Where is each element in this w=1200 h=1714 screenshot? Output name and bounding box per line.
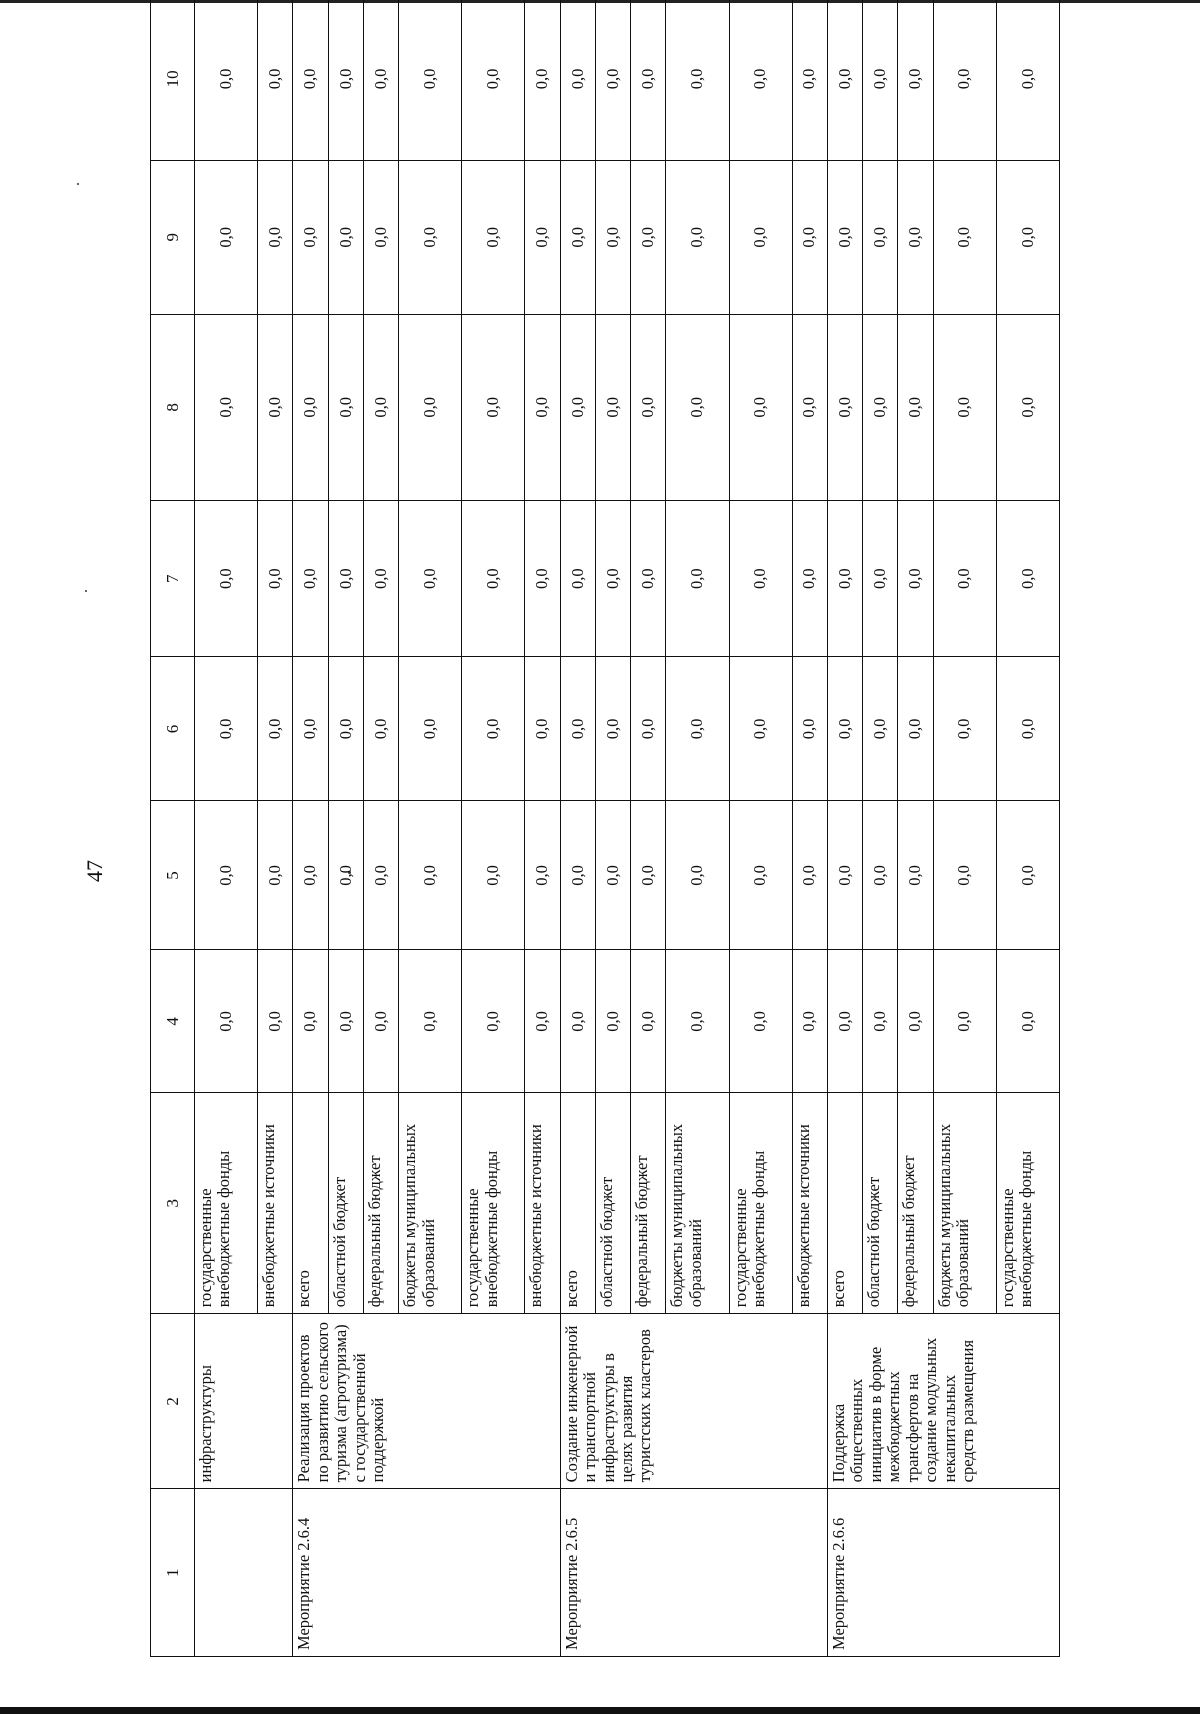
funding-source-cell: внебюджетные источники	[525, 1093, 560, 1314]
amount-cell: 0,0	[293, 314, 328, 500]
amount-cell: 0,0	[595, 801, 630, 950]
amount-cell: 0,0	[631, 950, 666, 1093]
amount-cell: 0,0	[560, 801, 595, 950]
amount-cell: 0,0	[258, 500, 293, 656]
table-body	[195, 0, 1060, 1657]
amount-cell: 0,0	[560, 950, 595, 1093]
amount-cell: 0,0	[996, 314, 1059, 500]
amount-cell: 0,0	[560, 160, 595, 314]
amount-cell: 0,0	[666, 314, 729, 500]
funding-source-cell: государственные внебюджетные фонды	[195, 1093, 258, 1314]
funding-source-cell: областной бюджет	[863, 1093, 898, 1314]
amount-cell: 0,0	[631, 500, 666, 656]
column-header: 10	[151, 0, 195, 160]
amount-cell: 0,0	[195, 801, 258, 950]
column-header: 1	[151, 1489, 195, 1657]
amount-cell: 0,0	[293, 0, 328, 160]
amount-cell: 0,0	[258, 801, 293, 950]
amount-cell: 0,0	[631, 0, 666, 160]
amount-cell: 0,0	[863, 950, 898, 1093]
amount-cell: 0,0	[293, 160, 328, 314]
amount-cell: 0,0	[293, 950, 328, 1093]
column-header: 9	[151, 160, 195, 314]
amount-cell: 0,0	[933, 160, 996, 314]
amount-cell: 0,0	[363, 950, 398, 1093]
amount-cell: 0,0	[827, 160, 862, 314]
amount-cell: 0,0	[462, 801, 525, 950]
measure-code-cell: Мероприятие 2.6.4	[293, 1489, 560, 1657]
amount-cell: 0,0	[595, 500, 630, 656]
amount-cell: 0,0	[827, 801, 862, 950]
amount-cell: 0,0	[898, 314, 933, 500]
amount-cell: 0,0	[933, 657, 996, 801]
amount-cell: 0,0	[560, 0, 595, 160]
amount-cell: 0,0	[933, 950, 996, 1093]
amount-cell: 0,0	[863, 500, 898, 656]
column-header: 2	[151, 1314, 195, 1489]
amount-cell: 0,0	[399, 160, 462, 314]
column-header: 4	[151, 950, 195, 1093]
amount-cell: 0,0	[792, 314, 827, 500]
amount-cell: 0,0	[898, 500, 933, 656]
amount-cell: 0,0	[666, 801, 729, 950]
amount-cell: 0,0	[195, 950, 258, 1093]
amount-cell: 0,0	[666, 160, 729, 314]
amount-cell: 0,0	[666, 0, 729, 160]
amount-cell: 0,0	[560, 657, 595, 801]
measure-name-cell: Создание инженерной и транспортной инфраструктуры в целях развития туристских кластеров	[560, 1314, 827, 1489]
amount-cell: 0,0	[827, 657, 862, 801]
amount-cell: 0,0	[363, 801, 398, 950]
amount-cell: 0,0	[328, 0, 363, 160]
amount-cell: 0,0	[462, 314, 525, 500]
amount-cell: 0,0	[827, 950, 862, 1093]
table-row	[195, 0, 258, 1657]
amount-cell: 0,0	[792, 160, 827, 314]
amount-cell: 0,0	[195, 314, 258, 500]
amount-cell: 0,0	[729, 801, 792, 950]
amount-cell: 0,0	[363, 657, 398, 801]
amount-cell: 0,0	[631, 801, 666, 950]
amount-cell: 0,0	[363, 314, 398, 500]
amount-cell: 0,0	[863, 801, 898, 950]
measure-name-cell: инфраструктуры	[195, 1314, 293, 1489]
amount-cell: 0,0	[328, 314, 363, 500]
header-row	[151, 0, 195, 1657]
amount-cell: 0,0	[328, 801, 363, 950]
amount-cell: 0,0	[863, 160, 898, 314]
amount-cell: 0,0	[293, 657, 328, 801]
amount-cell: 0,0	[462, 0, 525, 160]
amount-cell: 0,0	[399, 657, 462, 801]
table-row	[827, 0, 862, 1657]
amount-cell: 0,0	[293, 801, 328, 950]
amount-cell: 0,0	[399, 500, 462, 656]
amount-cell: 0,0	[863, 314, 898, 500]
amount-cell: 0,0	[328, 160, 363, 314]
page-number: 47	[82, 860, 107, 882]
funding-source-cell: бюджеты муниципальных образований	[666, 1093, 729, 1314]
column-header: 3	[151, 1093, 195, 1314]
amount-cell: 0,0	[399, 950, 462, 1093]
funding-source-cell: государственные внебюджетные фонды	[729, 1093, 792, 1314]
amount-cell: 0,0	[399, 314, 462, 500]
amount-cell: 0,0	[560, 500, 595, 656]
amount-cell: 0,0	[328, 950, 363, 1093]
amount-cell: 0,0	[195, 657, 258, 801]
funding-source-cell: государственные внебюджетные фонды	[996, 1093, 1059, 1314]
amount-cell: 0,0	[792, 500, 827, 656]
amount-cell: 0,0	[729, 500, 792, 656]
amount-cell: 0,0	[827, 314, 862, 500]
amount-cell: 0,0	[666, 500, 729, 656]
amount-cell: 0,0	[996, 801, 1059, 950]
amount-cell: 0,0	[399, 0, 462, 160]
amount-cell: 0,0	[729, 0, 792, 160]
column-header: 6	[151, 657, 195, 801]
funding-source-cell: бюджеты муниципальных образований	[399, 1093, 462, 1314]
amount-cell: 0,0	[792, 801, 827, 950]
amount-cell: 0,0	[933, 500, 996, 656]
amount-cell: 0,0	[525, 657, 560, 801]
amount-cell: 0,0	[525, 314, 560, 500]
amount-cell: 0,0	[933, 801, 996, 950]
scan-speck	[85, 590, 87, 592]
amount-cell: 0,0	[631, 314, 666, 500]
amount-cell: 0,0	[729, 657, 792, 801]
funding-source-cell: всего	[293, 1093, 328, 1314]
amount-cell: 0,0	[996, 160, 1059, 314]
scan-speck	[77, 183, 79, 185]
amount-cell: 0,0	[258, 657, 293, 801]
amount-cell: 0,0	[827, 500, 862, 656]
amount-cell: 0,0	[898, 801, 933, 950]
amount-cell: 0,0	[898, 160, 933, 314]
amount-cell: 0,0	[195, 500, 258, 656]
financing-table	[150, 0, 1060, 1657]
funding-source-cell: бюджеты муниципальных образований	[933, 1093, 996, 1314]
amount-cell: 0,0	[898, 950, 933, 1093]
measure-code-cell: Мероприятие 2.6.6	[827, 1489, 1059, 1657]
amount-cell: 0,0	[792, 950, 827, 1093]
amount-cell: 0,0	[328, 657, 363, 801]
amount-cell: 0,0	[666, 950, 729, 1093]
amount-cell: 0,0	[195, 160, 258, 314]
amount-cell: 0,0	[195, 0, 258, 160]
amount-cell: 0,0	[328, 500, 363, 656]
amount-cell: 0,0	[729, 950, 792, 1093]
amount-cell: 0,0	[462, 160, 525, 314]
amount-cell: 0,0	[258, 160, 293, 314]
funding-source-cell: всего	[560, 1093, 595, 1314]
amount-cell: 0,0	[996, 0, 1059, 160]
funding-source-cell: федеральный бюджет	[363, 1093, 398, 1314]
amount-cell: 0,0	[595, 950, 630, 1093]
measure-name-cell: Поддержка общественных инициатив в форме межбюджетных трансфертов на создание модульных некапитальных средств размещения	[827, 1314, 1059, 1489]
amount-cell: 0,0	[363, 0, 398, 160]
measure-code-cell	[195, 1489, 293, 1657]
amount-cell: 0,0	[729, 160, 792, 314]
amount-cell: 0,0	[631, 657, 666, 801]
table-row	[293, 0, 328, 1657]
amount-cell: 0,0	[863, 0, 898, 160]
amount-cell: 0,0	[996, 500, 1059, 656]
amount-cell: 0,0	[525, 950, 560, 1093]
amount-cell: 0,0	[462, 500, 525, 656]
column-header: 7	[151, 500, 195, 656]
amount-cell: 0,0	[363, 160, 398, 314]
amount-cell: 0,0	[631, 160, 666, 314]
amount-cell: 0,0	[898, 0, 933, 160]
table-row	[560, 0, 595, 1657]
measure-name-cell: Реализация проектов по развитию сельского туризма (агротуризма) с государственной поддержкой	[293, 1314, 560, 1489]
amount-cell: 0,0	[595, 160, 630, 314]
amount-cell: 0,0	[792, 0, 827, 160]
amount-cell: 0,0	[595, 657, 630, 801]
amount-cell: 0,0	[996, 950, 1059, 1093]
amount-cell: 0,0	[933, 314, 996, 500]
amount-cell: 0,0	[729, 314, 792, 500]
amount-cell: 0,0	[792, 657, 827, 801]
amount-cell: 0,0	[827, 0, 862, 160]
amount-cell: 0,0	[293, 500, 328, 656]
funding-source-cell: областной бюджет	[595, 1093, 630, 1314]
funding-source-cell: областной бюджет	[328, 1093, 363, 1314]
financing-table-wrapper	[150, 0, 1060, 1657]
scan-edge-bottom	[0, 1707, 1200, 1714]
amount-cell: 0,0	[525, 500, 560, 656]
amount-cell: 0,0	[399, 801, 462, 950]
funding-source-cell: федеральный бюджет	[898, 1093, 933, 1314]
amount-cell: 0,0	[525, 801, 560, 950]
funding-source-cell: государственные внебюджетные фонды	[462, 1093, 525, 1314]
amount-cell: 0,0	[898, 657, 933, 801]
amount-cell: 0,0	[363, 500, 398, 656]
funding-source-cell: всего	[827, 1093, 862, 1314]
funding-source-cell: внебюджетные источники	[792, 1093, 827, 1314]
measure-code-cell: Мероприятие 2.6.5	[560, 1489, 827, 1657]
amount-cell: 0,0	[258, 0, 293, 160]
amount-cell: 0,0	[595, 314, 630, 500]
amount-cell: 0,0	[595, 0, 630, 160]
funding-source-cell: федеральный бюджет	[631, 1093, 666, 1314]
amount-cell: 0,0	[666, 657, 729, 801]
funding-source-cell: внебюджетные источники	[258, 1093, 293, 1314]
amount-cell: 0,0	[525, 0, 560, 160]
amount-cell: 0,0	[462, 950, 525, 1093]
amount-cell: 0,0	[560, 314, 595, 500]
column-header: 8	[151, 314, 195, 500]
amount-cell: 0,0	[933, 0, 996, 160]
amount-cell: 0,0	[462, 657, 525, 801]
amount-cell: 0,0	[996, 657, 1059, 801]
amount-cell: 0,0	[863, 657, 898, 801]
amount-cell: 0,0	[525, 160, 560, 314]
column-header: 5	[151, 801, 195, 950]
amount-cell: 0,0	[258, 950, 293, 1093]
amount-cell: 0,0	[258, 314, 293, 500]
